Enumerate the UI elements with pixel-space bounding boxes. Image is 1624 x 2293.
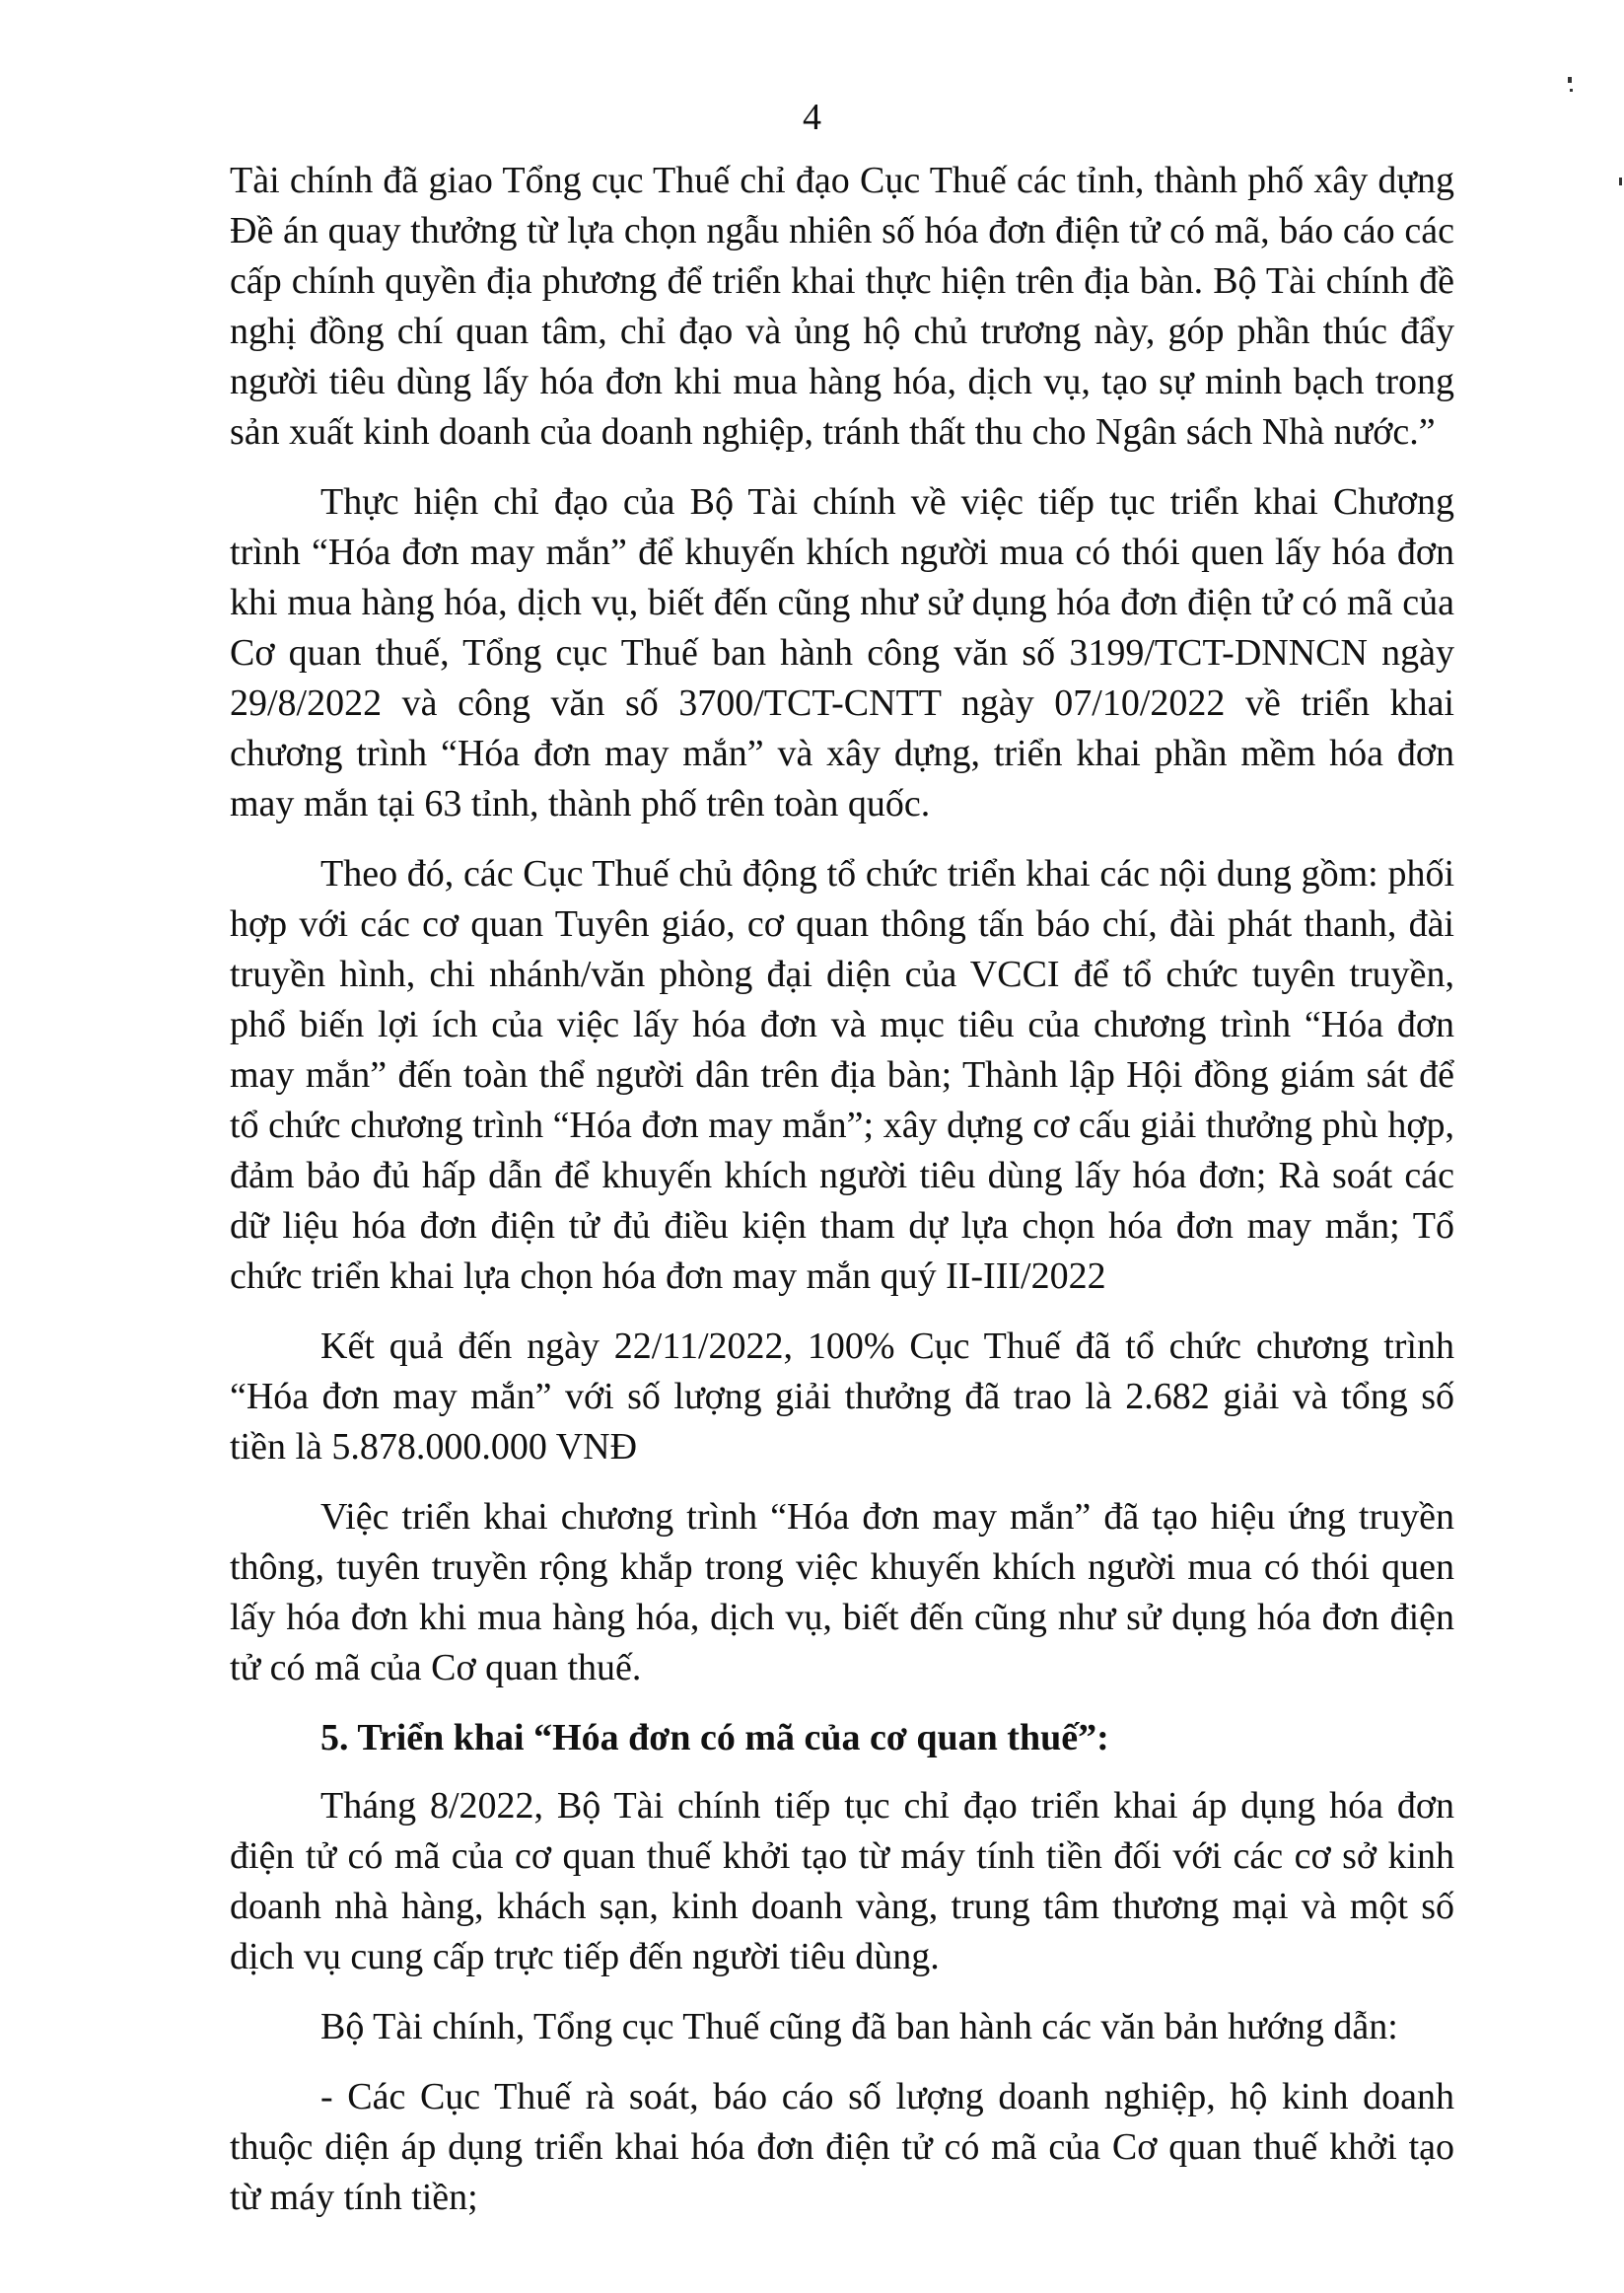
paragraph-continuation: Tài chính đã giao Tổng cục Thuế chỉ đạo Cục Thuế các tỉnh, thành phố xây dựng Đề án quay thưởng từ lựa chọn ngẫu nhiên số hóa đơn điện tử có mã, báo cáo các cấp chính quyền địa phương để triển khai thực hiện trên địa bàn. Bộ Tài chính đề nghị đồng chí quan tâm, chỉ đạo và ủng hộ chủ trương này, góp phần thúc đẩy người tiêu dùng lấy hóa đơn khi mua hàng hóa, dịch vụ, tạo sự minh bạch trong sản xuất kinh doanh của doanh nghiệp, tránh thất thu cho Ngân sách Nhà nước.” <box>230 160 1454 453</box>
paragraph-directive: Thực hiện chỉ đạo của Bộ Tài chính về việc tiếp tục triển khai Chương trình “Hóa đơn may mắn” để khuyến khích người mua có thói quen lấy hóa đơn khi mua hàng hóa, dịch vụ, biết đến cũng như sử dụng hóa đơn điện tử có mã của Cơ quan thuế, Tổng cục Thuế ban hành công văn số 3199/TCT-DNNCN ngày 29/8/2022 và công văn số 3700/TCT-CNTT ngày 07/10/2022 về triển khai chương trình “Hóa đơn may mắn” và xây dựng, triển khai phần mềm hóa đơn may mắn tại 63 tỉnh, thành phố trên toàn quốc. <box>230 481 1454 824</box>
paragraph-august-2022: Tháng 8/2022, Bộ Tài chính tiếp tục chỉ đạo triển khai áp dụng hóa đơn điện tử có mã của cơ quan thuế khởi tạo từ máy tính tiền đối với các cơ sở kinh doanh nhà hàng, khách sạn, kinh doanh vàng, trung tâm thương mại và một số dịch vụ cung cấp trực tiếp đến người tiêu dùng. <box>230 1785 1454 1977</box>
page-number: 4 <box>803 97 821 138</box>
list-item-guidance: - Các Cục Thuế rà soát, báo cáo số lượng doanh nghiệp, hộ kinh doanh thuộc diện áp dụng triển khai hóa đơn điện tử có mã của Cơ quan thuế khởi tạo từ máy tính tiền; <box>230 2076 1454 2218</box>
document-body <box>230 156 1454 2243</box>
paragraph-guidance-intro: Bộ Tài chính, Tổng cục Thuế cũng đã ban hành các văn bản hướng dẫn: <box>320 2006 1398 2047</box>
paragraph-impact: Việc triển khai chương trình “Hóa đơn may mắn” đã tạo hiệu ứng truyền thông, tuyên truyền rộng khắp trong việc khuyến khích người mua có thói quen lấy hóa đơn khi mua hàng hóa, dịch vụ, biết đến cũng như sử dụng hóa đơn điện tử có mã của Cơ quan thuế. <box>230 1496 1454 1688</box>
paragraph-results: Kết quả đến ngày 22/11/2022, 100% Cục Thuế đã tổ chức chương trình “Hóa đơn may mắn” với số lượng giải thưởng đã trao là 2.682 giải và tổng số tiền là 5.878.000.000 VNĐ <box>230 1326 1454 1468</box>
section-heading-5: 5. Triển khai “Hóa đơn có mã của cơ quan thuế”: <box>320 1717 1109 1758</box>
paragraph-implementation: Theo đó, các Cục Thuế chủ động tổ chức triển khai các nội dung gồm: phối hợp với các cơ quan Tuyên giáo, cơ quan thông tấn báo chí, đài phát thanh, đài truyền hình, chi nhánh/văn phòng đại diện của VCCI để tổ chức tuyên truyền, phổ biến lợi ích của việc lấy hóa đơn và mục tiêu của chương trình “Hóa đơn may mắn” đến toàn thể người dân trên địa bàn; Thành lập Hội đồng giám sát để tổ chức chương trình “Hóa đơn may mắn”; xây dựng cơ cấu giải thưởng phù hợp, đảm bảo đủ hấp dẫn để khuyến khích người tiêu dùng lấy hóa đơn; Rà soát các dữ liệu hóa đơn điện tử đủ điều kiện tham dự lựa chọn hóa đơn may mắn; Tổ chức triển khai lựa chọn hóa đơn may mắn quý II-III/2022 <box>230 853 1454 1297</box>
scan-speck <box>1619 178 1622 185</box>
scan-speck <box>1568 77 1572 83</box>
scan-speck <box>1570 89 1573 92</box>
